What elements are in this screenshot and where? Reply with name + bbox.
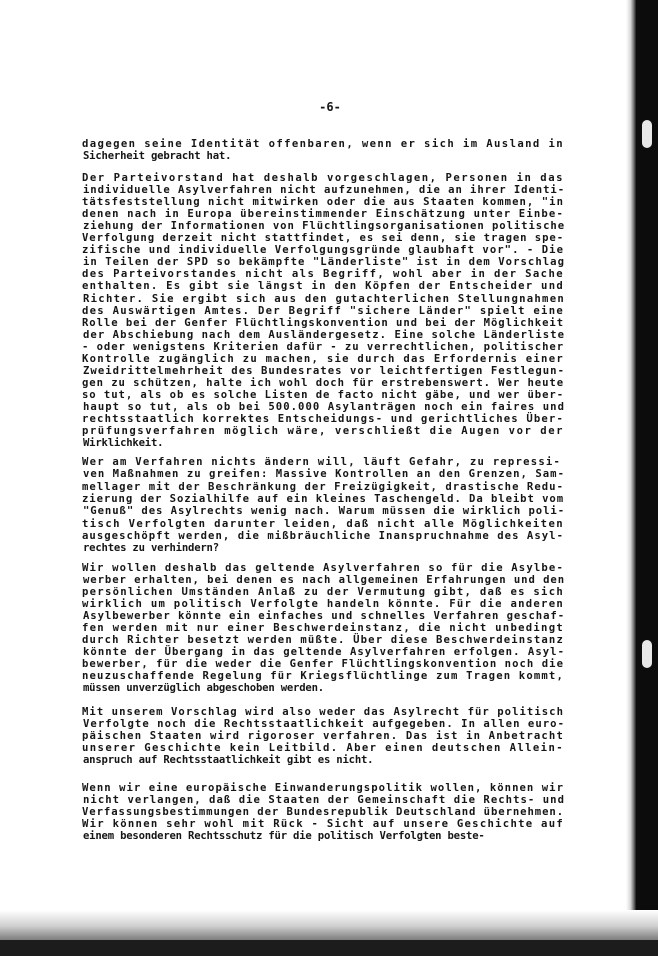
text-line: müssen unverzüglich abgeschoben werden. xyxy=(83,682,324,694)
text-line: tisch Verfolgten darunter leiden, daß nicht alle Möglichkeiten xyxy=(82,518,564,530)
text-line: Mit unserem Vorschlag wird also weder das Asylrecht für politisch xyxy=(82,706,564,718)
scan-edge-bottom-dark xyxy=(0,940,658,956)
text-line: anspruch auf Rechtsstaatlichkeit gibt es nicht. xyxy=(83,754,374,766)
text-line: wirklich um politisch Verfolgte handeln könnte. Für die anderen xyxy=(82,598,564,610)
text-line: päischen Staaten wird rigoroser verfahren. Das ist in Anbetracht xyxy=(82,730,564,742)
text-line: persönlichen Umständen Anlaß zu der Vermutung gibt, daß es sich xyxy=(82,586,564,598)
text-line: Kontrolle zugänglich zu machen, sie durch das Erfordernis einer xyxy=(82,353,564,365)
text-line: dagegen seine Identität offenbaren, wenn er sich im Ausland in xyxy=(82,138,564,150)
text-line: ausgeschöpft werden, die mißbräuchliche Inanspruchnahme des Asyl- xyxy=(82,530,564,542)
text-line: durch Richter besetzt werden müßte. Über diese Beschwerdeinstanz xyxy=(82,634,564,646)
text-line: Verfolgte noch die Rechtsstaatlichkeit aufgegeben. In allen euro- xyxy=(83,718,565,730)
text-line: neuzuschaffende Regelung für Kriegsflüchtlinge zum Tragen kommt, xyxy=(82,670,564,682)
text-line: mellager mit der Beschränkung der Freizügigkeit, drastische Redu- xyxy=(82,481,564,493)
text-line: nicht verlangen, daß die Staaten der Gemeinschaft die Rechts- und xyxy=(83,794,565,806)
text-line: rechtsstaatlich korrektes Entscheidungs- und gerichtliches Über- xyxy=(82,413,564,425)
text-line: der Abschiebung nach dem Ausländergesetz. Eine solche Länderliste xyxy=(83,329,565,341)
text-line: gen zu schützen, halte ich wohl doch für erstrebenswert. Wer heute xyxy=(82,377,564,389)
text-line: individuelle Asylverfahren nicht aufzunehmen, die an ihrer Identi- xyxy=(83,184,565,196)
text-line: Verfassungsbestimmungen der Bundesrepublik Deutschland übernehmen. xyxy=(82,806,564,818)
text-line: zierung der Sozialhilfe auf ein kleines Taschengeld. Da bleibt vom xyxy=(82,493,564,505)
punch-hole xyxy=(642,120,652,148)
text-line: ziehung der Informationen von Flüchtlingsorganisationen politische xyxy=(83,220,565,232)
text-line: Der Parteivorstand hat deshalb vorgeschlagen, Personen in das xyxy=(82,172,564,184)
text-line: fen werden mit nur einer Beschwerdeinstanz, die nicht unbedingt xyxy=(82,622,564,634)
text-line: des Parteivorstandes nicht als Begriff, wohl aber in der Sache xyxy=(82,268,564,280)
text-line: unserer Geschichte kein Leitbild. Aber einen deutschen Allein- xyxy=(82,742,564,754)
text-line: prüfungsverfahren möglich wäre, verschließt die Augen vor der xyxy=(82,425,564,437)
text-line: könnte der Übergang in das geltende Asylverfahren erfolgen. Asyl- xyxy=(83,646,565,658)
text-line: des Auswärtigen Amtes. Der Begriff "sichere Länder" spielt eine xyxy=(82,305,564,317)
text-line: in Teilen der SPD so bekämpfte "Länderliste" ist in dem Vorschlag xyxy=(83,256,565,268)
text-line: Wir wollen deshalb das geltende Asylverfahren so für die Asylbe- xyxy=(82,562,564,574)
text-line: ven Maßnahmen zu greifen: Massive Kontrollen an den Grenzen, Sam- xyxy=(83,468,565,480)
text-line: bewerber, für die weder die Genfer Flüchtlingskonvention noch die xyxy=(82,658,564,670)
text-line: rechtes zu verhindern? xyxy=(83,542,219,554)
text-line: Wer am Verfahren nichts ändern will, läuft Gefahr, zu repressi- xyxy=(82,456,562,468)
text-line: enthalten. Es gibt sie längst in den Köpfen der Entscheider und xyxy=(82,280,564,292)
punch-hole xyxy=(642,640,652,668)
text-line: Richter. Sie ergibt sich aus den gutachterlichen Stellungnahmen xyxy=(83,293,565,305)
text-line: Wir können sehr wohl mit Rück - Sicht auf unsere Geschichte auf xyxy=(82,818,564,830)
text-line: Wirklichkeit. xyxy=(83,437,164,449)
text-line: Asylbewerber könnte ein einfaches und schnelles Verfahren geschaf- xyxy=(83,610,565,622)
text-line: Sicherheit gebracht hat. xyxy=(83,150,232,162)
text-line: werber erhalten, bei denen es nach allgemeinen Erfahrungen und den xyxy=(83,574,565,586)
text-line: Verfolgung derzeit nicht stattfindet, es sei denn, sie tragen spe- xyxy=(82,232,564,244)
text-line: einem besonderen Rechtsschutz für die politisch Verfolgten beste- xyxy=(83,830,485,842)
page-number: -6- xyxy=(319,100,341,114)
text-line: denen nach in Europa übereinstimmender Einschätzung unter Einbe- xyxy=(82,208,564,220)
text-line: so tut, als ob es solche Listen de facto nicht gäbe, und wer über- xyxy=(82,389,564,401)
text-line: - oder wenigstens Kriterien dafür - zu verrechtlichen, politischer xyxy=(82,341,564,353)
text-line: haupt so tut, als ob bei 500.000 Asylanträgen noch ein faires und xyxy=(83,401,565,413)
text-line: tätsfeststellung nicht mitwirken oder die aus Staaten kommen, "in xyxy=(82,196,564,208)
text-line: Wenn wir eine europäische Einwanderungspolitik wollen, können wir xyxy=(82,782,564,794)
text-line: Zweidrittelmehrheit des Bundesrates vor leichtfertigen Festlegun- xyxy=(83,365,565,377)
scan-shadow-right xyxy=(626,0,636,956)
text-line: "Genuß" des Asylrechts wenig nach. Warum müssen die wirklich poli- xyxy=(83,505,565,517)
text-line: zifische und individuelle Verfolgungsgründe glaubhaft vor". - Die xyxy=(82,244,564,256)
text-line: Rolle bei der Genfer Flüchtlingskonvention und bei der Möglichkeit xyxy=(82,317,564,329)
